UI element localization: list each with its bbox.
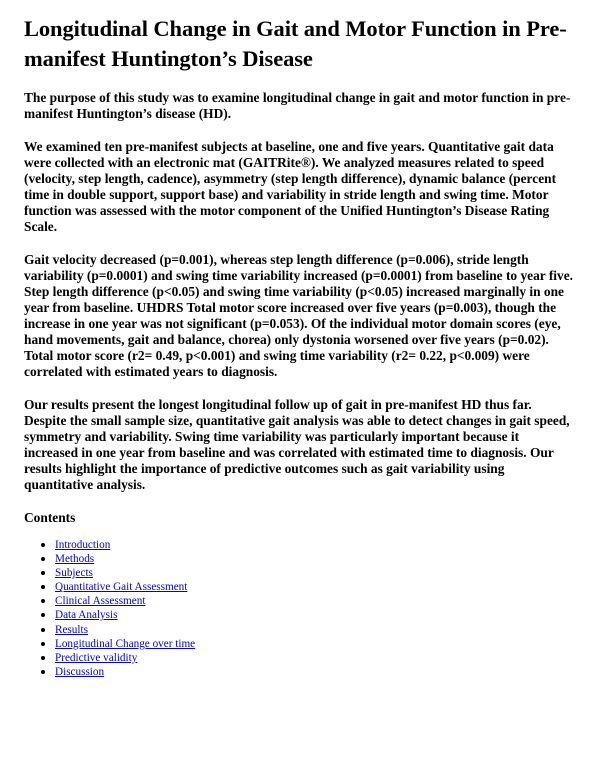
contents-link-subjects[interactable]: Subjects (55, 567, 93, 580)
contents-item (55, 623, 576, 637)
contents-link-data-analysis[interactable]: Data Analysis (55, 609, 118, 622)
abstract-results: Gait velocity decreased (p=0.001), whereas step length difference (p=0.006), stride length variability (p=0.0001) and swing time variability increased (p=0.0001) from baseline to year five. Step length difference (p<0.05) and swing time variability (p<0.05) increased marginally in one year from baseline. UHDRS Total motor score increased over five years (p=0.003), though the increase in one year was not significant (p=0.053). Of the individual motor domain scores (eye, hand movements, gait and balance, chorea) only dystonia worsened over five years (p=0.02). Total motor score (r2= 0.49, p<0.001) and swing time variability (r2= 0.22, p<0.009) were correlated with estimated years to diagnosis. (24, 252, 573, 379)
contents-link-introduction[interactable]: Introduction (55, 539, 111, 551)
abstract-conclusion: Our results present the longest longitudinal follow up of gait in pre-manifest HD thus far. Despite the small sample size, quantitative gait analysis was able to detect changes in gait speed, symmetry and variability. Swing time variability was particularly important because it increased in one year from baseline and was correlated with estimated time to diagnosis. Our results highlight the importance of predictive outcomes such as gait variability using quantitative analysis. (24, 397, 570, 492)
contents-item (55, 665, 576, 679)
contents-link-quantitative-gait-assessment[interactable]: Quantitative Gait Assessment (55, 581, 188, 594)
contents-heading: Contents (24, 510, 76, 525)
contents-link-results[interactable]: Results (55, 623, 88, 636)
contents-item (55, 566, 576, 580)
abstract-methods: We examined ten pre-manifest subjects at baseline, one and five years. Quantitative gait data were collected with an electronic mat (GAITRite®). We analyzed measures related to speed (velocity, step length, cadence), asymmetry (step length difference), dynamic balance (percent time in double support, support base) and variability in stride length and swing time. Motor function was assessed with the motor component of the Unified Huntington’s Disease Rating Scale. (24, 139, 557, 234)
contents-item (55, 608, 576, 622)
contents-link-clinical-assessment[interactable]: Clinical Assessment (55, 595, 146, 608)
contents-list (24, 538, 576, 679)
contents-item (55, 637, 576, 651)
contents-item (55, 651, 576, 665)
contents-item (55, 552, 576, 566)
page-title: Longitudinal Change in Gait and Motor Function in Pre-manifest Huntington’s Disease (24, 16, 567, 71)
contents-item (55, 580, 576, 594)
contents-item (55, 538, 576, 552)
contents-link-methods[interactable]: Methods (55, 553, 95, 566)
contents-link-longitudinal-change[interactable]: Longitudinal Change over time (55, 637, 196, 650)
contents-link-predictive-validity[interactable]: Predictive validity (55, 651, 138, 664)
abstract-purpose: The purpose of this study was to examine longitudinal change in gait and motor function in pre-manifest Huntington’s disease (HD). (24, 90, 571, 121)
contents-link-discussion[interactable]: Discussion (55, 665, 105, 678)
contents-item (55, 594, 576, 608)
